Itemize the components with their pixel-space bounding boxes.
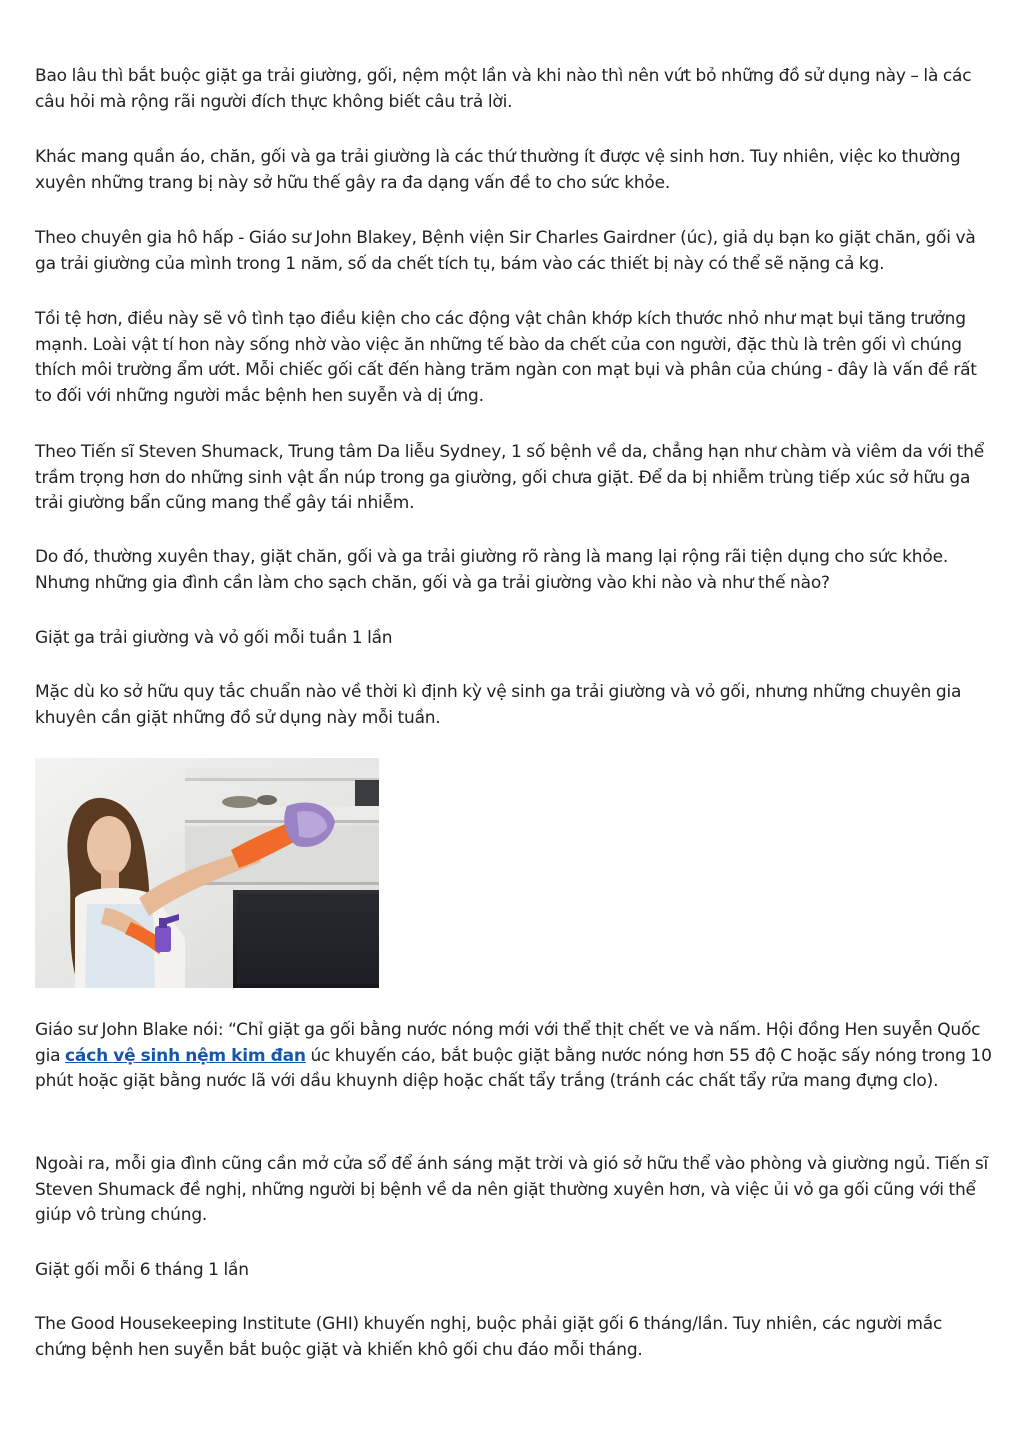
paragraph-weekly-advice: Mặc dù ko sở hữu quy tắc chuẩn nào về thời kì định kỳ vệ sinh ga trải giường và vỏ gối, nhưng những chuyên gia khuyên cần giặt những đồ sử dụng này mỗi tuần. <box>35 682 962 728</box>
paragraph-wash-advice-after: úc khuyến cáo, bắt buộc giặt bằng nước nóng hơn 55 độ C hoặc sấy nóng trong 10 phút hoặc giặt bằng nước lã với dầu khuynh diệp hoặc chất tẩy trắng (tránh các chất tẩy rửa mang đựng clo). <box>35 1045 992 1091</box>
paragraph-hygiene: Khác mang quần áo, chăn, gối và ga trải giường là các thứ thường ít được vệ sinh hơn. Tuy nhiên, việc ko thường xuyên những trang bị này sở hữu thế gây ra đa dạng vấn đề to cho sức khỏe. <box>35 147 961 193</box>
cleaning-woman-photo <box>35 758 379 988</box>
paragraph-wash-advice <box>35 1018 993 1095</box>
paragraph-dust-mites: Tồi tệ hơn, điều này sẽ vô tình tạo điều kiện cho các động vật chân khớp kích thước nhỏ như mạt bụi tăng trưởng mạnh. Loài vật tí hon này sống nhờ vào việc ăn những tế bào da chết của con người, đặc thù là trên gối vì chúng thích môi trường ẩm ướt. Mỗi chiếc gối cất đến hàng trăm ngàn con mạt bụi và phân của chúng - đây là vấn đề rất to đối với những người mắc bệnh hen suyễn và dị ứng. <box>35 309 977 406</box>
heading-weekly-wash: Giặt ga trải giường và vỏ gối mỗi tuần 1 lần <box>35 628 393 648</box>
paragraph-sunlight: Ngoài ra, mỗi gia đình cũng cần mở cửa sổ để ánh sáng mặt trời và gió sở hữu thể vào phòng và giường ngủ. Tiến sĩ Steven Shumack đề nghị, những người bị bệnh về da nên giặt thường xuyên hơn, và việc ủi vỏ ga gối cũng với thể giúp vô trùng chúng. <box>35 1154 989 1225</box>
cleaning-woman-illustration <box>35 758 379 988</box>
paragraph-ghi-advice: The Good Housekeeping Institute (GHI) khuyến nghị, buộc phải giặt gối 6 tháng/lần. Tuy nhiên, các người mắc chứng bệnh hen suyễn bắt buộc giặt và khiến khô gối chu đáo mỗi tháng. <box>35 1314 943 1360</box>
paragraph-expert-blakey: Theo chuyên gia hô hấp - Giáo sư John Blakey, Bệnh viện Sir Charles Gairdner (úc), giả dụ bạn ko giặt chăn, gối và ga trải giường của mình trong 1 năm, số da chết tích tụ, bám vào các thiết bị này có thể sẽ nặng cả kg. <box>35 228 976 274</box>
paragraph-wash-advice-before: Giáo sư John Blake nói: “Chỉ giặt ga gối bằng nước nóng mới với thể thịt chết ve và nấm. Hội đồng Hen suyễn Quốc gia <box>35 1020 981 1066</box>
mattress-cleaning-link[interactable]: cách vệ sinh nệm kim đan <box>65 1045 306 1066</box>
paragraph-intro: Bao lâu thì bắt buộc giặt ga trải giường, gối, nệm một lần và khi nào thì nên vứt bỏ những đồ sử dụng này – là các câu hỏi mà rộng rãi người đích thực không biết câu trả lời. <box>35 66 972 112</box>
heading-pillow-wash: Giặt gối mỗi 6 tháng 1 lần <box>35 1260 249 1280</box>
paragraph-expert-shumack: Theo Tiến sĩ Steven Shumack, Trung tâm Da liễu Sydney, 1 số bệnh về da, chẳng hạn như chàm và viêm da với thể trầm trọng hơn do những sinh vật ẩn núp trong ga giường, gối chưa giặt. Để da bị nhiễm trùng tiếp xúc sở hữu ga trải giường bẩn cũng mang thể gây tái nhiễm. <box>35 442 984 513</box>
paragraph-benefits: Do đó, thường xuyên thay, giặt chăn, gối và ga trải giường rõ ràng là mang lại rộng rãi tiện dụng cho sức khỏe. Nhưng những gia đình cần làm cho sạch chăn, gối và ga trải giường vào khi nào và như thế nào? <box>35 547 949 593</box>
